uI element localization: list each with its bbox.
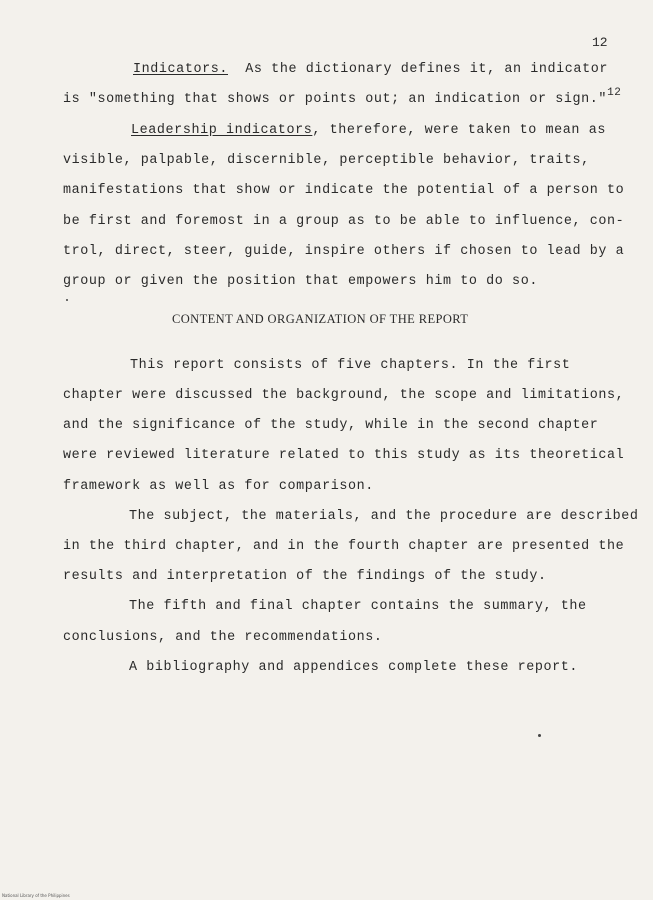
ink-speck <box>66 299 68 301</box>
footnote-marker: 12 <box>607 87 622 99</box>
term-indicators: Indicators. <box>133 62 228 77</box>
body-line: be first and foremost in a group as to be able to influence, con- <box>63 214 625 229</box>
definition-indicators-line2: is "something that shows or points out; an indication or sign."$^{12}$ <box>63 87 622 107</box>
scan-footer: National Library of the Philippines <box>2 893 70 898</box>
definition-leadership-line1: Leadership indicators, therefore, were taken to mean as <box>131 123 606 138</box>
body-line: and the significance of the study, while in the second chapter <box>63 418 599 433</box>
body-line: The fifth and final chapter contains the summary, the <box>129 599 587 614</box>
body-line: A bibliography and appendices complete these report. <box>129 660 579 675</box>
page-number: 12 <box>592 35 608 50</box>
body-line: manifestations that show or indicate the potential of a person to <box>63 183 625 198</box>
term-leadership-indicators: Leadership indicators <box>131 123 313 138</box>
ink-speck <box>538 734 541 737</box>
body-line: framework as well as for comparison. <box>63 479 374 494</box>
section-heading: CONTENT AND ORGANIZATION OF THE REPORT <box>172 312 469 326</box>
body-line: The subject, the materials, and the procedure are described <box>129 509 639 524</box>
body-line: were reviewed literature related to this study as its theoretical <box>63 448 625 463</box>
body-line: trol, direct, steer, guide, inspire others if chosen to lead by a <box>63 244 625 259</box>
body-line: conclusions, and the recommendations. <box>63 630 383 645</box>
body-line: visible, palpable, discernible, perceptible behavior, traits, <box>63 153 590 168</box>
body-line: chapter were discussed the background, the scope and limitations, <box>63 388 625 403</box>
body-line: group or given the position that empowers him to do so. <box>63 274 538 289</box>
body-line: This report consists of five chapters. In the first <box>130 358 571 373</box>
definition-indicators-line1: Indicators. As the dictionary defines it, an indicator <box>133 62 608 77</box>
body-line: in the third chapter, and in the fourth chapter are presented the <box>63 539 625 554</box>
body-line: results and interpretation of the findings of the study. <box>63 569 547 584</box>
